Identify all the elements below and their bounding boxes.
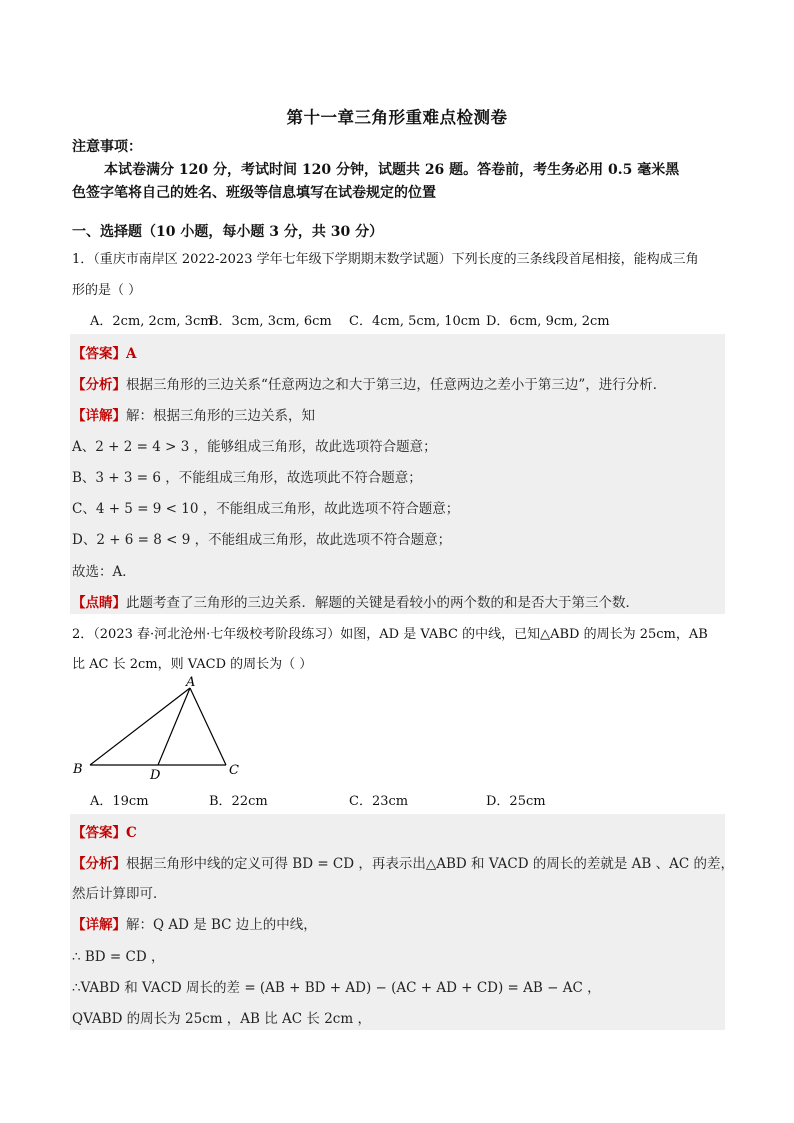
q1-comment-tag: 【点睛】 xyxy=(72,595,126,611)
q2-stem-line-2: 比 AC 长 2cm，则 VACD 的周长为（ ） xyxy=(72,657,313,672)
q2-line-3: QVABD 的周长为 25cm ，AB 比 AC 长 2cm ， xyxy=(72,1011,371,1027)
q2-option-c: C．23cm xyxy=(349,794,409,809)
q2-analysis-line-2: 然后计算即可． xyxy=(72,886,167,902)
q2-line-2: ∴VABD 和 VACD 周长的差 = (AB + BD + AD) − (AC + AD + CD) = AB − AC ， xyxy=(72,980,601,996)
q1-answer-value: A xyxy=(126,346,137,362)
q2-analysis-tag: 【分析】 xyxy=(72,856,126,872)
q1-answer-tag: 【答案】 xyxy=(72,346,126,362)
notice-line-2: 色签字笔将自己的姓名、班级等信息填写在试卷规定的位置 xyxy=(72,185,436,201)
q2-option-b: B．22cm xyxy=(209,794,268,809)
page-title: 第十一章三角形重难点检测卷 xyxy=(286,108,508,127)
q1-answer xyxy=(72,342,136,362)
q2-option-a: A．19cm xyxy=(90,794,149,809)
q1-comment-text: 此题考查了三角形的三边关系．解题的关键是看较小的两个数的和是否大于第三个数． xyxy=(126,595,639,611)
q1-line-c: C、4 + 5 = 9 < 10 ，不能组成三角形，故此选项不符合题意； xyxy=(72,501,460,517)
q2-answer xyxy=(72,821,137,841)
q2-detail-text: 解：Q AD 是 BC 边上的中线， xyxy=(126,917,317,933)
vertex-label-d: D xyxy=(150,768,161,783)
q1-comment xyxy=(72,591,639,611)
q1-option-a: A．2cm, 2cm, 3cm xyxy=(90,314,213,329)
vertex-label-a: A xyxy=(186,675,196,690)
q1-detail-text: 解：根据三角形的三边关系，知 xyxy=(126,408,315,424)
q2-answer-value: C xyxy=(126,825,137,841)
vertex-label-c: C xyxy=(229,763,239,778)
median-ad xyxy=(158,688,190,765)
q2-detail xyxy=(72,913,317,933)
section-heading: 一、选择题（10 小题，每小题 3 分，共 30 分） xyxy=(72,224,384,240)
q1-option-c: C．4cm, 5cm, 10cm xyxy=(349,314,481,329)
q1-stem-line-1: 1．（重庆市南岸区 2022-2023 学年七年级下学期期末数学试题）下列长度的三条线段首尾相接，能构成三角 xyxy=(72,252,699,267)
q1-analysis-text: 根据三角形的三边关系“任意两边之和大于第三边，任意两边之差小于第三边”，进行分析． xyxy=(126,377,667,393)
q1-line-d: D、2 + 6 = 8 < 9 ，不能组成三角形，故此选项不符合题意； xyxy=(72,532,452,548)
side-ac xyxy=(190,688,226,765)
q2-analysis-line-1 xyxy=(72,852,734,872)
q2-stem-line-1: 2．（2023 春·河北沧州·七年级校考阶段练习）如图，AD 是 VABC 的中线，已知△ABD 的周长为 25cm，AB xyxy=(72,627,708,642)
q2-detail-tag: 【详解】 xyxy=(72,917,126,933)
q1-option-d: D．6cm, 9cm, 2cm xyxy=(486,314,610,329)
triangle-figure xyxy=(68,672,258,784)
q2-option-d: D．25cm xyxy=(486,794,546,809)
notice-line-1: 本试卷满分 120 分，考试时间 120 分钟，试题共 26 题。答卷前，考生务必用 0.5 毫米黑 xyxy=(104,162,680,178)
q1-detail xyxy=(72,404,315,424)
notice-heading: 注意事项： xyxy=(72,139,142,155)
q1-analysis xyxy=(72,373,666,393)
q1-conclusion: 故选：A． xyxy=(72,564,136,580)
q2-analysis-text: 根据三角形中线的定义可得 BD = CD ，再表示出△ABD 和 VACD 的周长的差就是 AB 、AC 的差， xyxy=(126,856,734,872)
q1-stem-line-2: 形的是（ ） xyxy=(72,283,142,298)
q1-detail-tag: 【详解】 xyxy=(72,408,126,424)
vertex-label-b: B xyxy=(73,762,83,777)
q2-answer-tag: 【答案】 xyxy=(72,825,126,841)
q1-analysis-tag: 【分析】 xyxy=(72,377,126,393)
q1-line-b: B、3 + 3 = 6 ，不能组成三角形，故选项此不符合题意； xyxy=(72,470,422,486)
q2-line-1: ∴ BD = CD ， xyxy=(72,949,165,965)
q1-option-b: B．3cm, 3cm, 6cm xyxy=(209,314,332,329)
q1-line-a: A、2 + 2 = 4 > 3 ，能够组成三角形，故此选项符合题意； xyxy=(72,439,437,455)
side-ab xyxy=(90,688,190,765)
